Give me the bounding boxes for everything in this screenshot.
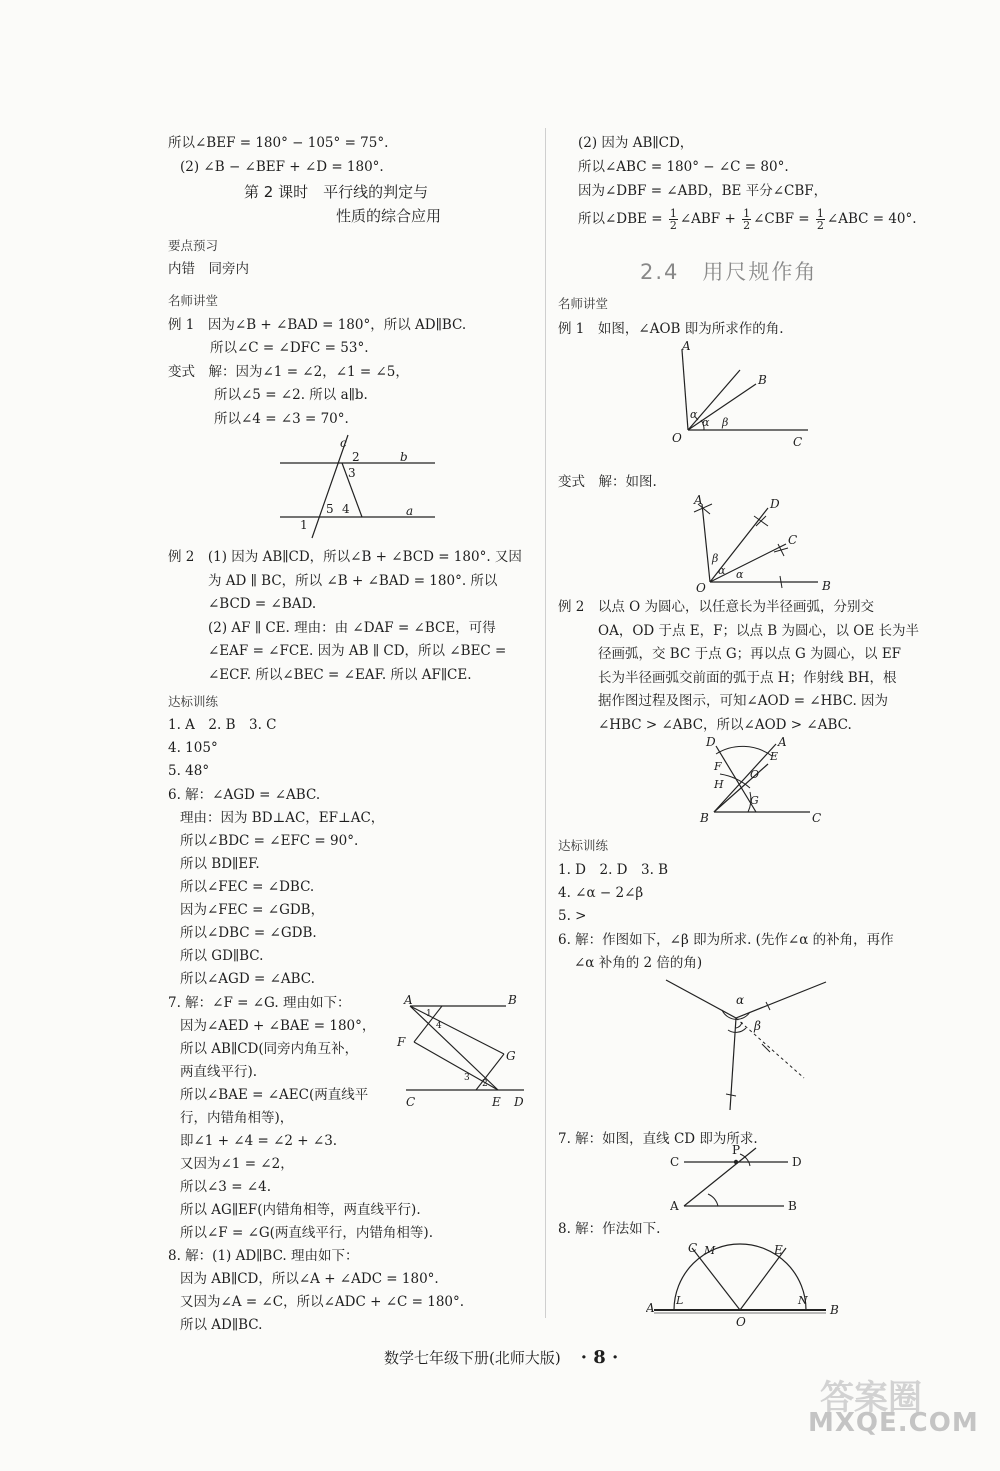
svg-text:O: O xyxy=(750,768,760,781)
svg-text:M: M xyxy=(704,1244,716,1257)
svg-text:L: L xyxy=(676,1294,684,1307)
q7-line: 两直线平行). xyxy=(180,1064,258,1080)
svg-text:D: D xyxy=(514,1095,524,1109)
example-1-line: 例 1 如图，∠AOB 即为所求作的角. xyxy=(558,321,784,337)
svg-text:H: H xyxy=(714,778,724,791)
fraction-half xyxy=(742,208,751,231)
example-2-line: ∠ECF. 所以∠BEC = ∠EAF. 所以 AF∥CE. xyxy=(208,667,472,683)
svg-text:B: B xyxy=(758,373,767,387)
svg-text:B: B xyxy=(822,579,831,593)
q7-line: 7. 解：如图，直线 CD 即为所求. xyxy=(558,1131,758,1147)
q6-line: 所以∠DBC = ∠GDB. xyxy=(180,925,317,941)
page-footer xyxy=(384,1347,618,1368)
svg-text:F: F xyxy=(397,1035,406,1049)
svg-text:C: C xyxy=(793,435,803,449)
q6-line: 所以∠AGD = ∠ABC. xyxy=(180,971,315,987)
q6-line: 理由：因为 BD⊥AC，EF⊥AC， xyxy=(180,810,385,826)
fraction-numerator: 1 xyxy=(816,207,824,220)
svg-text:B: B xyxy=(788,1199,797,1213)
semicircle-construction-diagram xyxy=(646,1240,846,1332)
svg-text:A: A xyxy=(778,735,787,749)
example-2-line: 为 AD ∥ BC，所以 ∠B + ∠BAD = 180°. 所以 xyxy=(208,573,498,589)
example-2-line: ∠EAF = ∠FCE. 因为 AB ∥ CD，所以 ∠BEC = xyxy=(208,643,507,659)
equation-text: ∠ABF + xyxy=(679,211,741,227)
answer-line: (2) 因为 AB∥CD， xyxy=(578,135,694,151)
svg-text:A: A xyxy=(404,993,413,1007)
svg-text:A: A xyxy=(682,340,691,353)
q8-line: 所以 AD∥BC. xyxy=(180,1317,263,1333)
svg-text:D: D xyxy=(792,1155,802,1169)
supplementary-angle-diagram xyxy=(662,974,842,1114)
q7-line: 即∠1 + ∠4 = ∠2 + ∠3. xyxy=(180,1133,338,1149)
fraction-denominator: 2 xyxy=(743,219,751,232)
watermark-url: MXQE.COM xyxy=(808,1408,979,1438)
q8-line: 又因为∠A = ∠C，所以∠ADC + ∠C = 180°. xyxy=(180,1294,465,1310)
q6-line: 因为∠FEC = ∠GDB， xyxy=(180,902,325,918)
fraction-denominator: 2 xyxy=(816,219,824,232)
q7-line: 所以∠3 = ∠4. xyxy=(180,1179,271,1195)
example-2-line: 径画弧，交 BC 于点 G；再以点 G 为圆心，以 EF xyxy=(598,646,902,662)
svg-text:α: α xyxy=(690,408,698,421)
svg-text:C: C xyxy=(812,811,822,825)
svg-text:N: N xyxy=(798,1294,808,1307)
equation-text: ∠ABC = 40°. xyxy=(826,211,917,227)
fraction-equation xyxy=(578,208,917,231)
answer-line: 4. ∠α − 2∠β xyxy=(558,885,644,901)
angle-construction-diagram xyxy=(688,494,838,594)
equation-text: ∠CBF = xyxy=(753,211,814,227)
parallel-lines-diagram xyxy=(280,433,440,543)
svg-text:A: A xyxy=(646,1301,655,1315)
svg-text:O: O xyxy=(672,431,682,445)
section-title: 2.4 用尺规作角 xyxy=(640,260,818,284)
fraction-numerator: 1 xyxy=(743,207,751,220)
svg-text:G: G xyxy=(750,794,759,807)
watermark-logo: 答案圈 xyxy=(820,1378,922,1418)
q7-line: 因为∠AED + ∠BAE = 180°， xyxy=(180,1018,376,1034)
svg-text:2: 2 xyxy=(352,450,360,464)
svg-text:B: B xyxy=(508,993,517,1007)
fraction-half xyxy=(669,208,678,231)
example-2-line: ∠HBC > ∠ABC，所以∠AOD > ∠ABC. xyxy=(598,717,852,733)
example-2-line: 长为半径画弧交前面的弧于点 H；作射线 BH，根 xyxy=(598,670,897,686)
equation-text: 所以∠DBE = xyxy=(578,211,667,227)
q6-line: 所以∠BDC = ∠EFC = 90°. xyxy=(180,833,359,849)
svg-text:4: 4 xyxy=(342,502,350,516)
svg-text:O: O xyxy=(696,581,706,594)
svg-text:P: P xyxy=(732,1144,741,1157)
answer-line: (2) ∠B − ∠BEF + ∠D = 180°. xyxy=(180,159,384,175)
example-2-line: (2) AF ∥ CE. 理由：由 ∠DAF = ∠BCE，可得 xyxy=(208,620,496,636)
svg-text:D: D xyxy=(706,735,716,749)
section-label-preview: 要点预习 xyxy=(168,238,219,253)
parallel-construction-diagram xyxy=(670,1144,810,1218)
q8-line: 因为 AB∥CD，所以∠A + ∠ADC = 180°. xyxy=(180,1271,439,1287)
svg-text:α: α xyxy=(736,568,744,581)
svg-text:1: 1 xyxy=(300,518,308,532)
svg-text:C: C xyxy=(688,1241,698,1255)
answer-line: 所以∠ABC = 180° − ∠C = 80°. xyxy=(578,159,789,175)
svg-text:5: 5 xyxy=(326,502,334,516)
book-title: 数学七年级下册(北师大版) xyxy=(384,1349,561,1367)
q7-line: 所以∠F = ∠G(两直线平行，内错角相等). xyxy=(180,1225,433,1241)
svg-text:c: c xyxy=(340,436,347,450)
arc-construction-diagram xyxy=(696,734,826,826)
svg-text:a: a xyxy=(406,504,414,518)
svg-text:F: F xyxy=(714,760,722,773)
svg-text:4: 4 xyxy=(436,1021,442,1031)
svg-text:G: G xyxy=(506,1049,516,1063)
example-2-line: 例 2 以点 O 为圆心，以任意长为半径画弧，分别交 xyxy=(558,599,875,615)
answer-line: 1. A 2. B 3. C xyxy=(168,717,277,733)
svg-text:α: α xyxy=(718,564,726,577)
svg-text:E: E xyxy=(774,1243,783,1257)
q7-line: 行，内错角相等)， xyxy=(180,1110,294,1126)
q8-line: 8. 解：(1) AD∥BC. 理由如下： xyxy=(168,1248,359,1264)
zigzag-parallel-diagram xyxy=(396,992,531,1110)
svg-text:α: α xyxy=(736,993,745,1007)
variant-line: 变式 解：如图. xyxy=(558,474,657,490)
answer-line: 1. D 2. D 3. B xyxy=(558,862,669,878)
example-2-line: ∠BCD = ∠BAD. xyxy=(208,596,317,612)
svg-text:1: 1 xyxy=(426,1009,432,1019)
q6-line: ∠α 补角的 2 倍的角) xyxy=(574,955,703,971)
svg-text:β: β xyxy=(712,552,719,565)
section-label-practice: 达标训练 xyxy=(558,838,609,853)
svg-text:β: β xyxy=(722,416,729,429)
example-1-line: 所以∠C = ∠DFC = 53°. xyxy=(210,340,369,356)
svg-text:D: D xyxy=(770,497,780,511)
answer-line: 所以∠BEF = 180° − 105° = 75°. xyxy=(168,135,389,151)
lesson-heading-line2: 性质的综合应用 xyxy=(336,207,442,225)
svg-text:C: C xyxy=(406,1095,416,1109)
answer-line: 4. 105° xyxy=(168,740,218,756)
q6-line: 6. 解：作图如下，∠β 即为所求. (先作∠α 的补角，再作 xyxy=(558,932,894,948)
svg-text:β: β xyxy=(754,1019,761,1033)
svg-text:B: B xyxy=(830,1303,839,1317)
svg-text:A: A xyxy=(670,1199,679,1213)
q7-line: 又因为∠1 = ∠2， xyxy=(180,1156,294,1172)
section-label-practice: 达标训练 xyxy=(168,694,219,709)
svg-text:2: 2 xyxy=(482,1079,488,1089)
q6-line: 6. 解：∠AGD = ∠ABC. xyxy=(168,787,321,803)
variant-line: 变式 解：因为∠1 = ∠2，∠1 = ∠5， xyxy=(168,364,409,380)
svg-text:B: B xyxy=(700,811,709,825)
q7-line: 所以∠BAE = ∠AEC(两直线平 xyxy=(180,1087,369,1103)
svg-text:b: b xyxy=(400,450,408,464)
svg-text:E: E xyxy=(492,1095,501,1109)
example-1-line: 例 1 因为∠B + ∠BAD = 180°，所以 AD∥BC. xyxy=(168,317,467,333)
q7-line: 7. 解：∠F = ∠G. 理由如下： xyxy=(168,995,351,1011)
q6-line: 所以 BD∥EF. xyxy=(180,856,260,872)
q6-line: 所以 GD∥BC. xyxy=(180,948,264,964)
q7-line: 所以 AG∥EF(内错角相等，两直线平行). xyxy=(180,1202,421,1218)
svg-text:C: C xyxy=(788,533,798,547)
lesson-heading-line1: 第 2 课时 平行线的判定与 xyxy=(244,183,429,201)
example-2-line: OA，OD 于点 E，F；以点 B 为圆心，以 OE 长为半 xyxy=(598,623,920,639)
svg-text:E: E xyxy=(770,750,779,763)
answer-line: 因为∠DBF = ∠ABD，BE 平分∠CBF， xyxy=(578,183,828,199)
q6-line: 所以∠FEC = ∠DBC. xyxy=(180,879,315,895)
svg-text:A: A xyxy=(694,494,703,507)
page-number: · 8 · xyxy=(580,1347,619,1368)
svg-text:C: C xyxy=(670,1155,680,1169)
section-label-lecture: 名师讲堂 xyxy=(558,296,609,311)
answer-line: 5. 48° xyxy=(168,763,210,779)
variant-line: 所以∠5 = ∠2. 所以 a∥b. xyxy=(214,387,368,403)
fraction-denominator: 2 xyxy=(669,219,677,232)
variant-line: 所以∠4 = ∠3 = 70°. xyxy=(214,411,349,427)
answer-line: 内错 同旁内 xyxy=(168,261,249,277)
svg-text:O: O xyxy=(736,1315,746,1329)
example-2-line: 例 2 (1) 因为 AB∥CD，所以∠B + ∠BCD = 180°. 又因 xyxy=(168,549,522,565)
q8-line: 8. 解：作法如下. xyxy=(558,1221,661,1237)
section-label-lecture: 名师讲堂 xyxy=(168,293,219,308)
example-2-line: 据作图过程及图示，可知∠AOD = ∠HBC. 因为 xyxy=(598,693,889,709)
svg-text:3: 3 xyxy=(464,1073,470,1083)
fraction-numerator: 1 xyxy=(669,207,677,220)
answer-line: 5. > xyxy=(558,908,587,924)
fraction-half xyxy=(816,208,825,231)
q7-line: 所以 AB∥CD(同旁内角互补， xyxy=(180,1041,359,1057)
angle-aob-diagram xyxy=(668,340,818,460)
svg-text:3: 3 xyxy=(348,466,356,480)
column-divider xyxy=(545,128,546,1318)
svg-text:α: α xyxy=(702,416,710,429)
